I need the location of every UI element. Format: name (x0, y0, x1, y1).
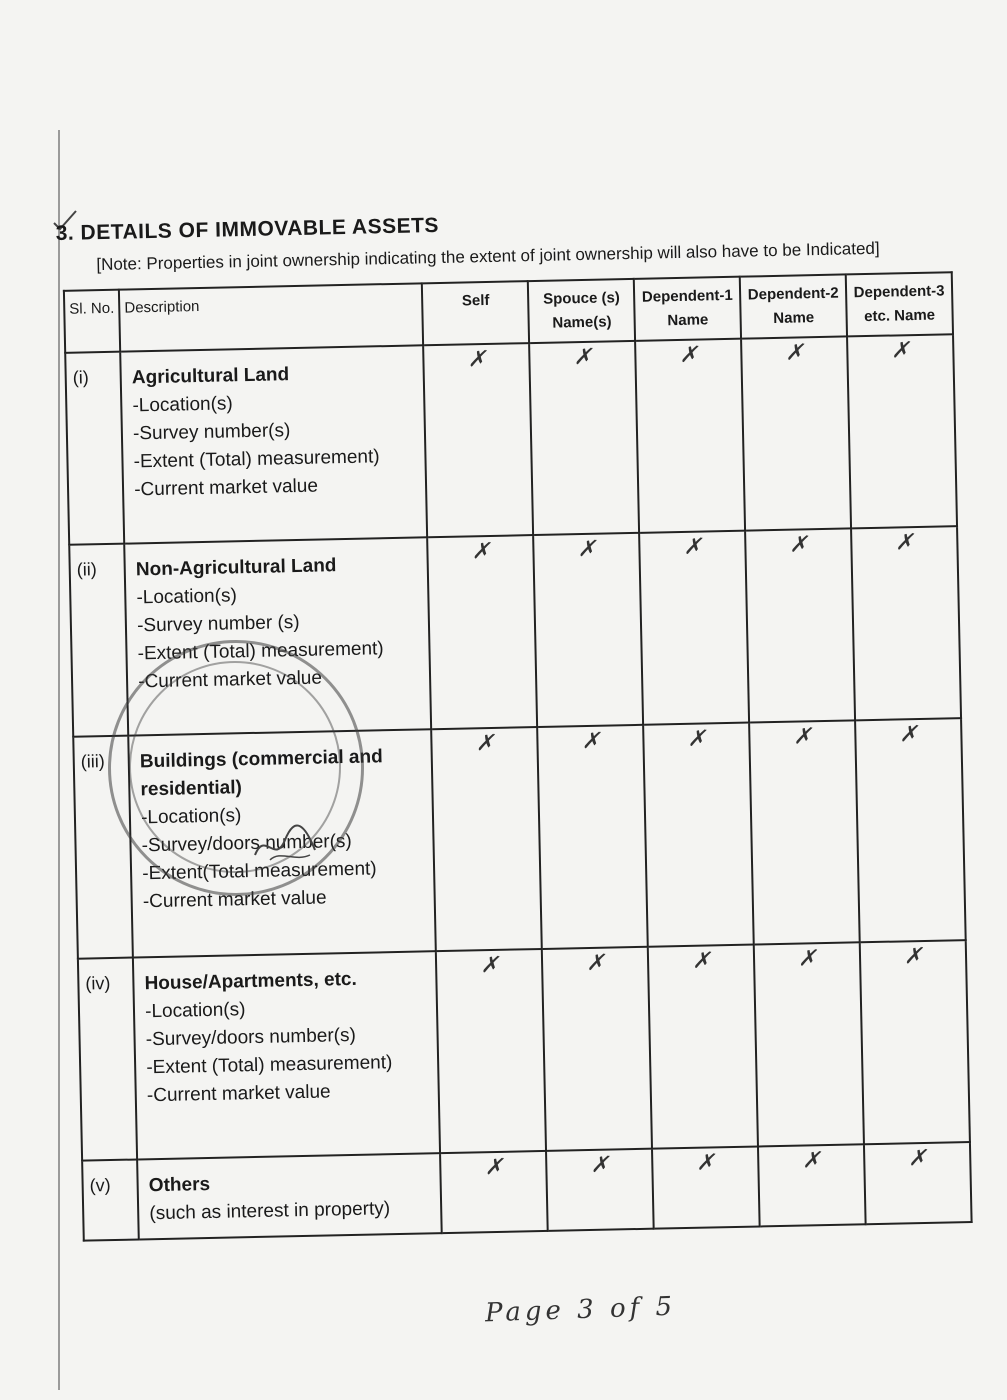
mark-dependent-2: ✗ (758, 1144, 866, 1226)
mark-self: ✗ (424, 343, 534, 537)
mark-dependent-1: ✗ (643, 723, 754, 947)
mark-spouse: ✗ (533, 533, 643, 727)
mark-dependent-1: ✗ (635, 339, 745, 533)
mark-dependent-3: ✗ (864, 1142, 972, 1224)
mark-self: ✗ (428, 535, 538, 729)
mark-spouse: ✗ (538, 725, 649, 949)
header-spouse: Spouce (s) Name(s) (528, 279, 635, 343)
mark-dependent-2: ✗ (749, 720, 860, 944)
row-sub-item: (such as interest in property) (149, 1198, 391, 1225)
row-sub-item: -Location(s) (136, 585, 238, 609)
row-sub-item: -Extent(Total measurement) (142, 858, 377, 885)
row-sub-item: -Survey number (s) (136, 611, 300, 637)
header-dependent-2: Dependent-2 Name (740, 274, 847, 338)
row-description (133, 951, 441, 1159)
row-sub-item: -Extent (Total) measurement) (133, 446, 380, 473)
row-sub-item: -Location(s) (140, 805, 242, 829)
row-description (137, 1153, 442, 1239)
row-title: Non-Agricultural Land (135, 555, 337, 581)
mark-dependent-3: ✗ (855, 718, 966, 942)
row-sub-item: -Survey number(s) (132, 420, 291, 445)
header-dependent-1: Dependent-1 Name (634, 277, 741, 341)
mark-dependent-2: ✗ (754, 942, 864, 1146)
row-description (120, 345, 427, 543)
mark-self: ✗ (432, 727, 543, 951)
row-sub-item: -Survey/doors number(s) (145, 1024, 357, 1051)
row-sl: (i) (65, 352, 124, 545)
row-sub-item: -Current market value (146, 1081, 331, 1107)
mark-dependent-2: ✗ (745, 528, 855, 722)
mark-dependent-1: ✗ (652, 1146, 760, 1228)
table-row (65, 334, 957, 545)
row-title: Others (148, 1173, 211, 1197)
row-title: Agricultural Land (131, 364, 290, 389)
section-title: 3. DETAILS OF IMMOVABLE ASSETS (55, 213, 440, 245)
mark-spouse: ✗ (529, 341, 639, 535)
mark-dependent-3: ✗ (847, 334, 957, 528)
mark-self: ✗ (441, 1151, 549, 1233)
mark-dependent-3: ✗ (851, 526, 961, 720)
header-description: Description (119, 283, 424, 351)
signature-scribble-icon (250, 820, 320, 870)
row-sl: (ii) (69, 544, 128, 737)
table-row (82, 1142, 971, 1241)
row-sl: (iii) (73, 736, 133, 959)
row-title: House/Apartments, etc. (144, 968, 357, 995)
mark-dependent-2: ✗ (741, 336, 851, 530)
row-sub-item: -Extent (Total) measurement) (137, 638, 384, 665)
row-title: Buildings (commercial and residential) (139, 746, 383, 801)
row-sub-item: -Extent (Total) measurement) (146, 1052, 393, 1079)
mark-dependent-3: ✗ (860, 940, 970, 1144)
row-sub-item: -Current market value (138, 667, 323, 693)
page-number: Page 3 of 5 (484, 1291, 677, 1329)
header-dependent-3: Dependent-3 etc. Name (846, 272, 953, 336)
row-sub-item: -Location(s) (132, 393, 233, 417)
table-row (78, 940, 970, 1161)
mark-spouse: ✗ (542, 947, 652, 1151)
row-sub-item: -Current market value (142, 887, 327, 913)
row-sub-item: -Current market value (134, 475, 319, 501)
row-sub-item: -Survey/doors number(s) (141, 830, 352, 857)
mark-spouse: ✗ (546, 1149, 654, 1231)
section-note: [Note: Properties in joint ownership indicating the extent of joint ownership will also have to be Indicated] (96, 238, 880, 275)
row-sl: (iv) (78, 958, 137, 1161)
header-self: Self (422, 281, 529, 345)
header-sl-no: Sl. No. (64, 290, 120, 353)
mark-self: ✗ (436, 949, 546, 1153)
mark-dependent-1: ✗ (648, 945, 758, 1149)
mark-dependent-1: ✗ (639, 531, 749, 725)
row-sub-item: -Location(s) (144, 999, 246, 1023)
row-sl: (v) (82, 1159, 139, 1240)
notary-seal-icon (108, 640, 364, 896)
